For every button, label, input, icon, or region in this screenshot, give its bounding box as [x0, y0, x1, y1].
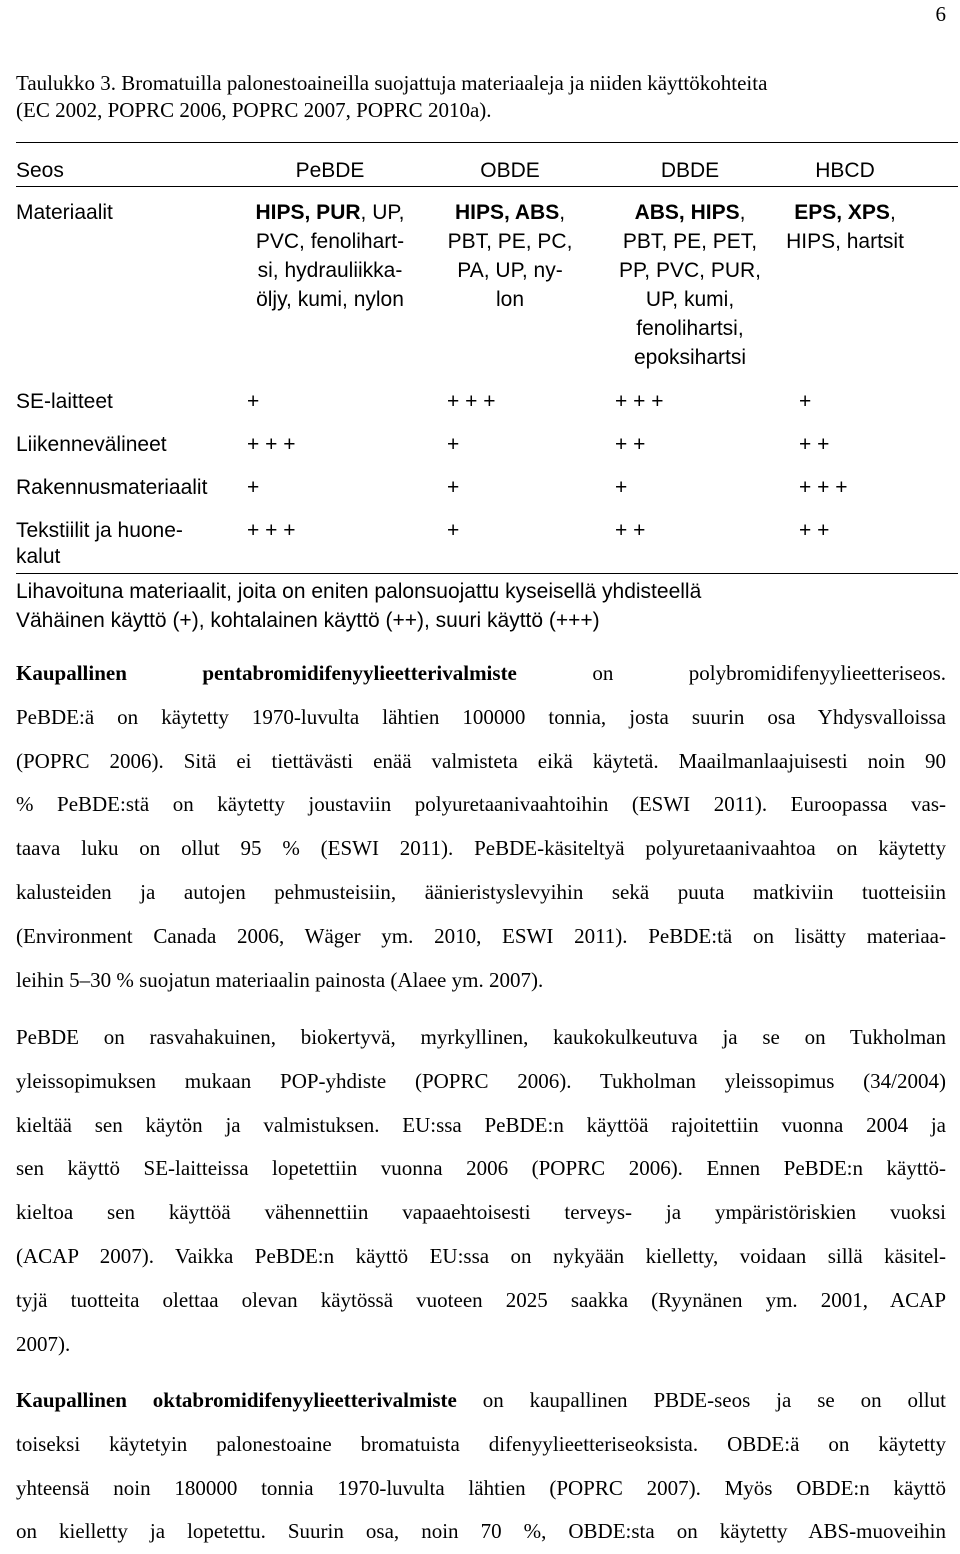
header-dbde: DBDE [660, 159, 720, 182]
materials-pebde: HIPS, PUR, UP, PVC, fenolihart- si, hydrauliikka- öljy, kumi, nylon [255, 201, 405, 311]
page-number: 6 [935, 2, 946, 26]
materials-hbcd-bold: EPS, XPS [794, 201, 890, 224]
row-value-hbcd: + + + [799, 476, 848, 499]
row-label: Liikennevälineet [16, 433, 167, 456]
materials-dbde: ABS, HIPS, PBT, PE, PET, PP, PVC, PUR, UP, kumi, fenolihartsi, epoksihartsi [619, 201, 761, 369]
paragraph-obde-intro: Kaupallinen oktabromidifenyylieetterivalmiste on kaupallinen PBDE-seos ja se on ollut toiseksi käytetyin palonestoaine bromatuista difenyylieetteriseoksista. OBDE:ä on käytetty yhteensä noin 180000 tonnia 1970-luvulta lähtien (POPRC 2007). Myös OBDE:n käyttö on kielletty ja lopetettu. Suurin osa, noin 70 %, OBDE:sta on käytetty ABS-muoveihin [16, 1388, 946, 1544]
header-pebde: PeBDE [295, 159, 365, 182]
term-oktabromi: Kaupallinen oktabromidifenyylieetterivalmiste [16, 1388, 457, 1412]
row-label: Rakennusmateriaalit [16, 476, 208, 499]
row-value-hbcd: + + [799, 433, 830, 456]
row-value-obde: + [447, 433, 460, 456]
materials-label: Materiaalit [16, 201, 113, 224]
term-pentabromi: Kaupallinen pentabromidifenyylieetterivalmiste [16, 661, 517, 685]
row-value-pebde: + + + [247, 519, 296, 542]
row-value-obde: + + + [447, 390, 496, 413]
row-label: Tekstiilit ja huone- kalut [16, 519, 183, 568]
row-value-obde: + [447, 476, 460, 499]
row-label: SE-laitteet [16, 390, 113, 413]
table-bottom-rule [16, 573, 958, 574]
row-value-dbde: + + [615, 433, 646, 456]
row-value-pebde: + [247, 390, 260, 413]
header-hbcd: HBCD [815, 159, 875, 182]
table-top-rule [16, 142, 958, 143]
materials-obde: HIPS, ABS, PBT, PE, PC, PA, UP, ny- lon [447, 201, 573, 311]
caption-line-2: (EC 2002, POPRC 2006, POPRC 2007, POPRC 2010a). [16, 98, 492, 122]
table-notes [16, 577, 956, 635]
paragraph-pebde-regulation: PeBDE on rasvahakuinen, biokertyvä, myrkyllinen, kaukokulkeutuva ja se on Tukholman yleissopimuksen mukaan POP-yhdiste (POPRC 2006). Tukholman yleissopimus (34/2004) kieltää sen käytön ja valmistuksen. EU:ssa PeBDE:n käyttöä rajoitettiin vuonna 2004 ja sen käyttö SE-laitteissa lopetettiin vuonna 2006 (POPRC 2006). Ennen PeBDE:n käyttö- kieltoa sen käyttöä vähennettiin vapaaehtoisesti terveys- ja ympäristöriskien vuoksi (ACAP 2007). Vaikka PeBDE:n käyttö EU:ssa on nykyään kielletty, voidaan sillä käsitel- tyjä tuotteita olettaa olevan käytössä vuoteen 2025 saakka (Ryynänen ym. 2001, ACAP 2007). [16, 1025, 946, 1356]
row-value-dbde: + + [615, 519, 646, 542]
header-obde: OBDE [480, 159, 540, 182]
row-value-hbcd: + [799, 390, 812, 413]
row-value-dbde: + [615, 476, 628, 499]
table-caption [16, 70, 946, 124]
paragraph-pebde-intro: Kaupallinen pentabromidifenyylieetterivalmiste on polybromidifenyylieetteriseos. PeBDE:ä on käytetty 1970-luvulta lähtien 100000 tonnia, josta suurin osa Yhdysvalloissa (POPRC 2006). Sitä ei tiettävästi enää valmisteta eikä käytetä. Maailmanlaajuisesti noin 90 % PeBDE:stä on käytetty joustaviin polyuretaanivaahtoihin (ESWI 2011). Euroopassa vas- taava luku on ollut 95 % (ESWI 2011). PeBDE-käsiteltyä polyuretaanivaahtoa on käytetty kalusteiden ja autojen pehmusteisiin, äänieristyslevyihin sekä puuta matkiviin tuotteisiin (Environment Canada 2006, Wäger ym. 2010, ESWI 2011). PeBDE:tä on lisätty materiaa- leihin 5–30 % suojatun materiaalin painosta (Alaee ym. 2007). [16, 661, 946, 992]
materials-hbcd: EPS, XPS, HIPS, hartsit [786, 201, 904, 253]
header-rule [16, 186, 958, 187]
header-seos: Seos [16, 159, 64, 182]
table-note-bold: Lihavoituna materiaalit, joita on eniten palonsuojattu kyseisellä yhdisteellä [16, 580, 702, 603]
table-note-legend: Vähäinen käyttö (+), kohtalainen käyttö (++), suuri käyttö (+++) [16, 609, 600, 632]
materials-obde-bold: HIPS, ABS [454, 201, 560, 224]
materials-pebde-bold: HIPS, PUR [255, 201, 361, 224]
row-value-dbde: + + + [615, 390, 664, 413]
materials-dbde-bold: ABS, HIPS [634, 201, 740, 224]
row-value-hbcd: + + [799, 519, 830, 542]
row-value-pebde: + + + [247, 433, 296, 456]
row-value-pebde: + [247, 476, 260, 499]
row-value-obde: + [447, 519, 460, 542]
caption-line-1: Taulukko 3. Bromatuilla palonestoaineilla suojattuja materiaaleja ja niiden käyttökohteita [16, 71, 768, 95]
